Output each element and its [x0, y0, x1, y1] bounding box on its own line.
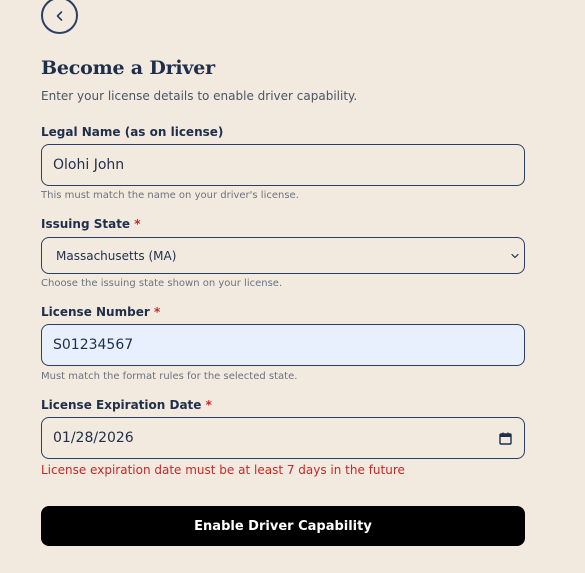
chevron-left-icon: [54, 10, 66, 22]
license-number-value: S01234567: [53, 337, 134, 353]
issuing-state-value: Massachusetts (MA): [56, 248, 177, 263]
calendar-icon[interactable]: [499, 432, 512, 445]
expiration-date-value: 01/28/2026: [53, 430, 134, 446]
required-marker: *: [134, 217, 141, 231]
legal-name-hint: This must match the name on your driver's license.: [41, 190, 299, 201]
required-marker: *: [205, 398, 212, 412]
expiration-date-error: License expiration date must be at least 7 days in the future: [41, 463, 405, 477]
chevron-down-icon: [510, 251, 520, 261]
license-number-label-text: License Number: [41, 305, 150, 319]
page-subtitle: Enter your license details to enable driver capability.: [41, 89, 358, 103]
page-title: Become a Driver: [41, 57, 215, 79]
expiration-date-input[interactable]: [41, 417, 525, 459]
issuing-state-label-text: Issuing State: [41, 217, 131, 231]
legal-name-value: Olohi John: [53, 157, 125, 173]
license-number-input[interactable]: [41, 324, 525, 366]
enable-driver-button[interactable]: [41, 506, 525, 546]
back-button[interactable]: [41, 0, 78, 34]
issuing-state-select[interactable]: [41, 237, 525, 274]
license-number-hint: Must match the format rules for the selected state.: [41, 371, 298, 382]
expiration-date-label: [41, 398, 212, 412]
license-number-label: [41, 305, 160, 319]
expiration-date-label-text: License Expiration Date: [41, 398, 202, 412]
legal-name-label-text: Legal Name (as on license): [41, 125, 224, 139]
enable-driver-button-label: Enable Driver Capability: [194, 518, 372, 534]
required-marker: *: [153, 305, 161, 319]
issuing-state-hint: Choose the issuing state shown on your license.: [41, 278, 283, 289]
legal-name-label: [41, 125, 223, 139]
legal-name-input[interactable]: [41, 144, 525, 186]
issuing-state-label: [41, 217, 141, 231]
